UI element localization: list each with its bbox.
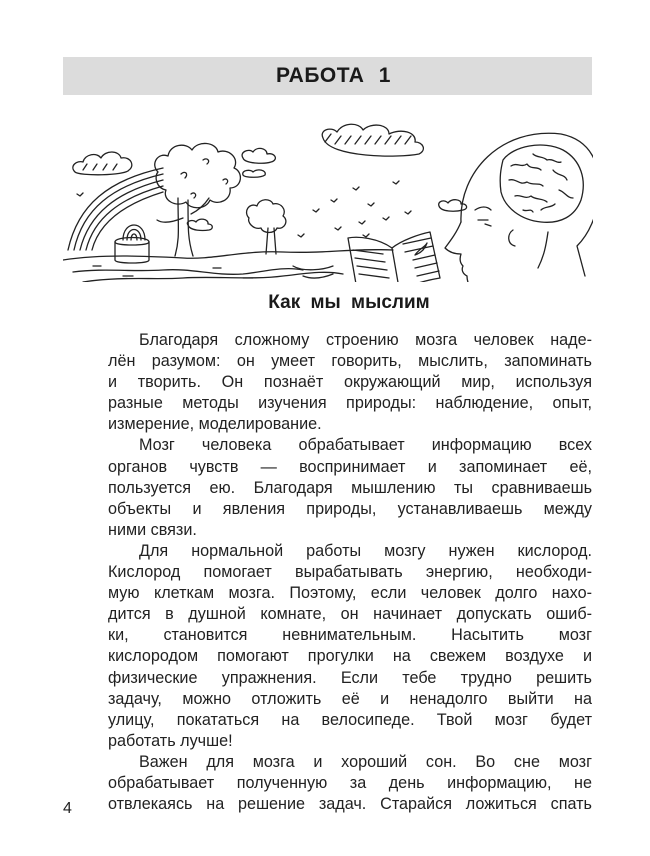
text-line: ки, становится невнимательным. Насытить мозг bbox=[108, 626, 592, 645]
text-line: и творить. Он познаёт окружающий мир, используя bbox=[108, 373, 592, 392]
work-title: РАБОТА 1 bbox=[276, 64, 391, 87]
paragraph bbox=[108, 541, 592, 752]
paragraph bbox=[108, 752, 592, 815]
text-line: разные методы изучения природы: наблюдение, опыт, bbox=[108, 394, 592, 413]
well-icon bbox=[115, 225, 149, 263]
book-icon bbox=[348, 232, 440, 282]
paragraph bbox=[108, 330, 592, 435]
text-line: Кислород помогает вырабатывать энергию, необходи- bbox=[108, 563, 592, 582]
text-line: физические упражнения. Если тебе трудно решить bbox=[108, 668, 592, 687]
text-line: ними связи. bbox=[108, 520, 197, 539]
text-line: лён разумом: он умеет говорить, мыслить, запоминать bbox=[108, 352, 592, 371]
text-line: улицу, покататься на велосипеде. Твой мозг будет bbox=[108, 710, 592, 729]
text-line: работать лучше! bbox=[108, 731, 233, 750]
text-line: обрабатывает полученную за день информацию, не bbox=[108, 773, 592, 792]
page-number: 4 bbox=[63, 800, 72, 817]
text-line: дится в душной комнате, он начинает допускать ошиб- bbox=[108, 605, 592, 624]
text-line: Для нормальной работы мозгу нужен кислород. bbox=[139, 541, 592, 560]
text-line: кислородом помогают прогулки на свежем воздухе и bbox=[108, 647, 592, 666]
tree-icon bbox=[155, 143, 241, 256]
text-line: Мозг человека обрабатывает информацию всех bbox=[139, 436, 592, 455]
text-line: задачу, можно отложить её и ненадолго выйти на bbox=[108, 689, 592, 708]
section-title: Как мы мыслим bbox=[268, 292, 430, 313]
illustration bbox=[63, 110, 593, 282]
text-line: мую клеткам мозга. Поэтому, если человек долго нахо- bbox=[108, 584, 592, 603]
text-line: измерение, моделирование. bbox=[108, 415, 322, 434]
tree-icon bbox=[247, 200, 286, 254]
text-line: пользуется ею. Благодаря мышлению ты сравниваешь bbox=[108, 478, 592, 497]
header-bar bbox=[63, 57, 592, 95]
text-line: Благодаря сложному строению мозга человек наде- bbox=[139, 331, 592, 349]
rainbow-icon bbox=[68, 168, 163, 250]
text-line: объекты и явления природы, устанавливаешь между bbox=[108, 499, 592, 518]
paragraph bbox=[108, 435, 592, 540]
text-line: Важен для мозга и хороший сон. Во сне мозг bbox=[139, 752, 592, 771]
body-text bbox=[108, 330, 592, 815]
text-line: органов чувств — воспринимает и запоминает её, bbox=[108, 457, 592, 476]
river-icon bbox=[63, 250, 393, 282]
text-line: отвлекаясь на решение задач. Старайся ложиться спать bbox=[108, 795, 592, 814]
